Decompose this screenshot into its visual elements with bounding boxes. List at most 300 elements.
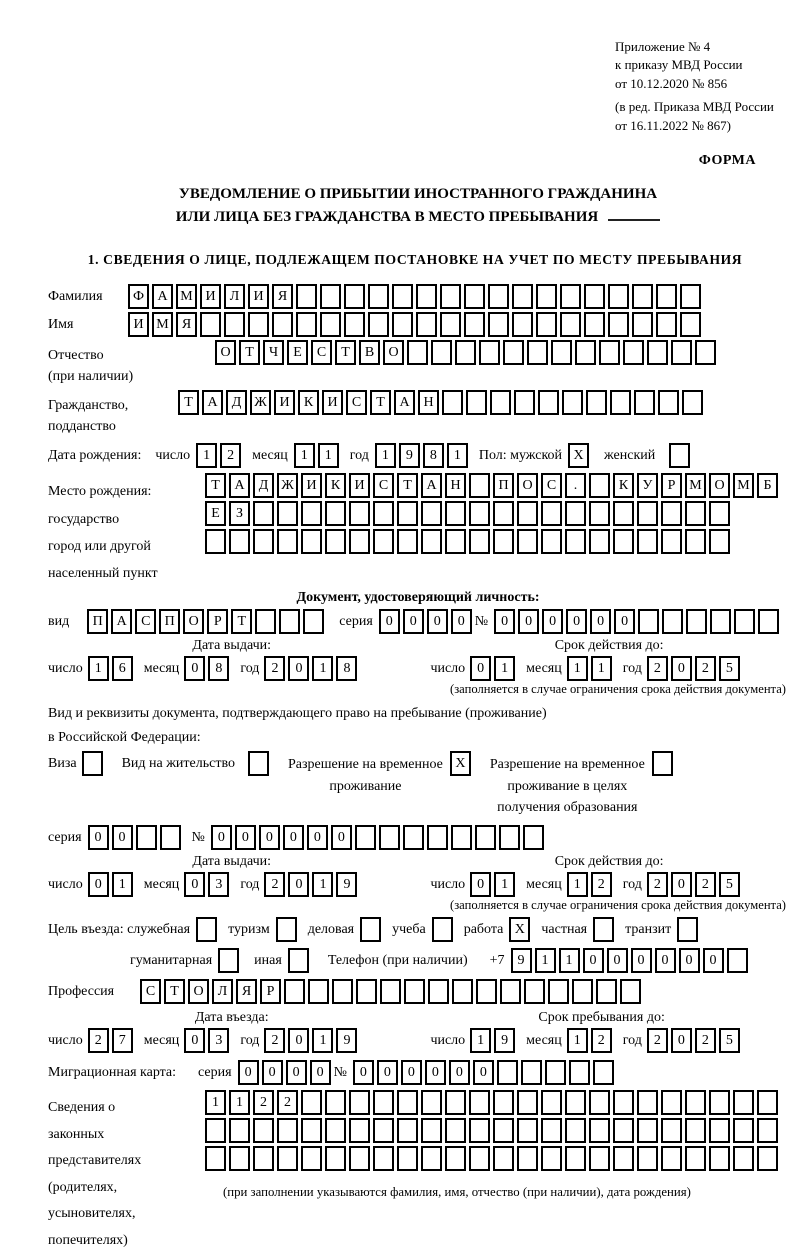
char-box[interactable] <box>301 1146 322 1171</box>
char-box[interactable]: 1 <box>205 1090 226 1115</box>
char-box[interactable] <box>469 1118 490 1143</box>
char-box[interactable]: О <box>188 979 209 1004</box>
char-box[interactable] <box>685 1090 706 1115</box>
char-box[interactable] <box>686 609 707 634</box>
char-box[interactable] <box>160 825 181 850</box>
char-box[interactable] <box>685 1146 706 1171</box>
char-box[interactable] <box>490 390 511 415</box>
char-box[interactable] <box>560 312 581 337</box>
char-box[interactable] <box>647 340 668 365</box>
char-box[interactable] <box>661 1118 682 1143</box>
char-box[interactable]: 2 <box>264 872 285 897</box>
char-box[interactable] <box>517 501 538 526</box>
char-box[interactable]: С <box>311 340 332 365</box>
char-box[interactable]: 0 <box>470 656 491 681</box>
char-box[interactable]: 9 <box>336 872 357 897</box>
char-box[interactable] <box>565 1146 586 1171</box>
char-box[interactable]: Т <box>335 340 356 365</box>
char-box[interactable]: 2 <box>253 1090 274 1115</box>
char-box[interactable]: 7 <box>112 1028 133 1053</box>
char-box[interactable]: М <box>176 284 197 309</box>
char-box[interactable]: М <box>152 312 173 337</box>
char-box[interactable] <box>421 501 442 526</box>
char-box[interactable] <box>416 284 437 309</box>
char-box[interactable] <box>301 501 322 526</box>
char-box[interactable]: Ж <box>277 473 298 498</box>
char-box[interactable] <box>584 312 605 337</box>
char-box[interactable]: О <box>517 473 538 498</box>
char-box[interactable]: С <box>140 979 161 1004</box>
char-box[interactable] <box>397 529 418 554</box>
char-box[interactable] <box>596 979 617 1004</box>
char-box[interactable]: 0 <box>377 1060 398 1085</box>
char-box[interactable]: 3 <box>208 1028 229 1053</box>
char-box[interactable]: 0 <box>427 609 448 634</box>
char-box[interactable] <box>355 825 376 850</box>
char-box[interactable] <box>589 1146 610 1171</box>
char-box[interactable] <box>493 1118 514 1143</box>
char-box[interactable] <box>452 979 473 1004</box>
char-box[interactable]: В <box>359 340 380 365</box>
char-box[interactable] <box>303 609 324 634</box>
char-box[interactable]: И <box>128 312 149 337</box>
char-box[interactable]: К <box>613 473 634 498</box>
char-box[interactable]: 0 <box>470 872 491 897</box>
char-box[interactable] <box>445 529 466 554</box>
char-box[interactable] <box>445 1118 466 1143</box>
char-box[interactable]: 0 <box>184 656 205 681</box>
char-box[interactable] <box>325 1118 346 1143</box>
char-box[interactable] <box>475 825 496 850</box>
char-box[interactable]: 1 <box>312 1028 333 1053</box>
char-box[interactable] <box>325 1090 346 1115</box>
char-box[interactable]: 0 <box>401 1060 422 1085</box>
char-box[interactable] <box>638 609 659 634</box>
char-box[interactable] <box>373 529 394 554</box>
char-box[interactable] <box>308 979 329 1004</box>
char-box[interactable] <box>368 312 389 337</box>
char-box[interactable]: Н <box>418 390 439 415</box>
char-box[interactable]: 1 <box>591 656 612 681</box>
char-box[interactable]: Л <box>224 284 245 309</box>
char-box[interactable] <box>512 312 533 337</box>
char-box[interactable] <box>661 501 682 526</box>
char-box[interactable] <box>685 501 706 526</box>
char-box[interactable] <box>373 1090 394 1115</box>
tourism-checkbox[interactable] <box>276 917 297 942</box>
char-box[interactable] <box>610 390 631 415</box>
char-box[interactable] <box>565 1118 586 1143</box>
char-box[interactable]: 1 <box>494 656 515 681</box>
char-box[interactable]: К <box>325 473 346 498</box>
char-box[interactable]: Л <box>212 979 233 1004</box>
char-box[interactable] <box>512 284 533 309</box>
char-box[interactable]: 1 <box>196 443 217 468</box>
char-box[interactable] <box>523 825 544 850</box>
char-box[interactable]: Е <box>287 340 308 365</box>
char-box[interactable] <box>320 312 341 337</box>
temp-permit-checkbox[interactable]: X <box>450 751 471 776</box>
edu-permit-checkbox[interactable] <box>652 751 673 776</box>
char-box[interactable] <box>680 284 701 309</box>
char-box[interactable]: 0 <box>184 1028 205 1053</box>
char-box[interactable] <box>253 1118 274 1143</box>
char-box[interactable]: 0 <box>112 825 133 850</box>
char-box[interactable]: И <box>274 390 295 415</box>
char-box[interactable] <box>469 501 490 526</box>
char-box[interactable]: 8 <box>336 656 357 681</box>
char-box[interactable] <box>599 340 620 365</box>
other-checkbox[interactable] <box>288 948 309 973</box>
char-box[interactable]: 1 <box>312 656 333 681</box>
char-box[interactable] <box>421 529 442 554</box>
char-box[interactable] <box>637 1146 658 1171</box>
char-box[interactable] <box>469 1090 490 1115</box>
char-box[interactable] <box>536 284 557 309</box>
char-box[interactable]: 2 <box>264 656 285 681</box>
char-box[interactable]: Я <box>272 284 293 309</box>
char-box[interactable]: И <box>322 390 343 415</box>
char-box[interactable]: 1 <box>318 443 339 468</box>
business-checkbox[interactable] <box>196 917 217 942</box>
char-box[interactable] <box>440 284 461 309</box>
char-box[interactable] <box>277 1146 298 1171</box>
char-box[interactable] <box>373 1118 394 1143</box>
char-box[interactable]: 2 <box>591 872 612 897</box>
char-box[interactable] <box>538 390 559 415</box>
char-box[interactable]: А <box>394 390 415 415</box>
char-box[interactable] <box>442 390 463 415</box>
char-box[interactable] <box>685 529 706 554</box>
char-box[interactable]: 0 <box>235 825 256 850</box>
char-box[interactable]: А <box>229 473 250 498</box>
char-box[interactable] <box>499 825 520 850</box>
char-box[interactable]: 2 <box>695 1028 716 1053</box>
char-box[interactable]: 0 <box>288 872 309 897</box>
char-box[interactable]: О <box>183 609 204 634</box>
char-box[interactable] <box>613 529 634 554</box>
char-box[interactable] <box>548 979 569 1004</box>
char-box[interactable] <box>416 312 437 337</box>
char-box[interactable] <box>397 1146 418 1171</box>
char-box[interactable]: 5 <box>719 1028 740 1053</box>
work-checkbox[interactable]: X <box>509 917 530 942</box>
char-box[interactable] <box>349 1118 370 1143</box>
char-box[interactable] <box>541 529 562 554</box>
char-box[interactable]: К <box>298 390 319 415</box>
char-box[interactable] <box>733 1146 754 1171</box>
char-box[interactable]: 0 <box>238 1060 259 1085</box>
char-box[interactable] <box>709 1118 730 1143</box>
char-box[interactable]: П <box>159 609 180 634</box>
char-box[interactable]: 0 <box>671 872 692 897</box>
char-box[interactable] <box>368 284 389 309</box>
char-box[interactable]: 2 <box>88 1028 109 1053</box>
private-checkbox[interactable] <box>593 917 614 942</box>
char-box[interactable]: 9 <box>399 443 420 468</box>
char-box[interactable] <box>517 1090 538 1115</box>
char-box[interactable] <box>427 825 448 850</box>
char-box[interactable] <box>373 501 394 526</box>
char-box[interactable] <box>479 340 500 365</box>
char-box[interactable] <box>527 340 548 365</box>
char-box[interactable] <box>565 529 586 554</box>
char-box[interactable] <box>757 1146 778 1171</box>
char-box[interactable] <box>344 312 365 337</box>
char-box[interactable] <box>373 1146 394 1171</box>
char-box[interactable] <box>613 1146 634 1171</box>
char-box[interactable] <box>682 390 703 415</box>
char-box[interactable]: Ж <box>250 390 271 415</box>
char-box[interactable] <box>404 979 425 1004</box>
char-box[interactable]: 8 <box>208 656 229 681</box>
char-box[interactable]: 1 <box>559 948 580 973</box>
char-box[interactable] <box>301 529 322 554</box>
char-box[interactable] <box>541 1118 562 1143</box>
char-box[interactable] <box>356 979 377 1004</box>
char-box[interactable]: 0 <box>353 1060 374 1085</box>
char-box[interactable] <box>680 312 701 337</box>
char-box[interactable]: У <box>637 473 658 498</box>
male-checkbox[interactable]: X <box>568 443 589 468</box>
residence-permit-checkbox[interactable] <box>248 751 269 776</box>
char-box[interactable] <box>205 529 226 554</box>
char-box[interactable]: С <box>541 473 562 498</box>
char-box[interactable] <box>392 312 413 337</box>
char-box[interactable]: 2 <box>591 1028 612 1053</box>
char-box[interactable] <box>205 1118 226 1143</box>
char-box[interactable] <box>397 1118 418 1143</box>
char-box[interactable]: 5 <box>719 872 740 897</box>
char-box[interactable] <box>517 529 538 554</box>
char-box[interactable] <box>637 1118 658 1143</box>
char-box[interactable]: 0 <box>583 948 604 973</box>
char-box[interactable]: 0 <box>288 656 309 681</box>
char-box[interactable] <box>613 501 634 526</box>
char-box[interactable] <box>661 529 682 554</box>
char-box[interactable] <box>279 609 300 634</box>
char-box[interactable] <box>224 312 245 337</box>
char-box[interactable] <box>284 979 305 1004</box>
char-box[interactable] <box>695 340 716 365</box>
char-box[interactable]: 0 <box>631 948 652 973</box>
char-box[interactable] <box>671 340 692 365</box>
char-box[interactable]: 2 <box>647 1028 668 1053</box>
char-box[interactable]: М <box>733 473 754 498</box>
char-box[interactable]: 1 <box>229 1090 250 1115</box>
char-box[interactable] <box>440 312 461 337</box>
char-box[interactable] <box>514 390 535 415</box>
char-box[interactable]: 0 <box>451 609 472 634</box>
char-box[interactable]: М <box>685 473 706 498</box>
char-box[interactable] <box>272 312 293 337</box>
char-box[interactable] <box>248 312 269 337</box>
char-box[interactable]: 1 <box>535 948 556 973</box>
char-box[interactable] <box>575 340 596 365</box>
char-box[interactable] <box>623 340 644 365</box>
char-box[interactable] <box>620 979 641 1004</box>
char-box[interactable]: И <box>200 284 221 309</box>
char-box[interactable]: 0 <box>88 872 109 897</box>
char-box[interactable]: Т <box>164 979 185 1004</box>
char-box[interactable] <box>593 1060 614 1085</box>
char-box[interactable]: 6 <box>112 656 133 681</box>
char-box[interactable] <box>565 501 586 526</box>
char-box[interactable]: 0 <box>655 948 676 973</box>
char-box[interactable]: 9 <box>494 1028 515 1053</box>
char-box[interactable]: 1 <box>494 872 515 897</box>
char-box[interactable] <box>253 1146 274 1171</box>
char-box[interactable] <box>685 1118 706 1143</box>
char-box[interactable] <box>632 284 653 309</box>
char-box[interactable] <box>421 1118 442 1143</box>
char-box[interactable] <box>727 948 748 973</box>
char-box[interactable] <box>493 1146 514 1171</box>
char-box[interactable] <box>403 825 424 850</box>
char-box[interactable] <box>589 529 610 554</box>
char-box[interactable]: А <box>152 284 173 309</box>
char-box[interactable] <box>229 1118 250 1143</box>
char-box[interactable] <box>229 529 250 554</box>
char-box[interactable] <box>466 390 487 415</box>
char-box[interactable] <box>551 340 572 365</box>
char-box[interactable] <box>562 390 583 415</box>
char-box[interactable] <box>497 1060 518 1085</box>
char-box[interactable]: 2 <box>695 656 716 681</box>
char-box[interactable]: Я <box>176 312 197 337</box>
char-box[interactable] <box>136 825 157 850</box>
char-box[interactable] <box>632 312 653 337</box>
char-box[interactable] <box>733 1090 754 1115</box>
char-box[interactable] <box>469 1146 490 1171</box>
char-box[interactable] <box>613 1118 634 1143</box>
char-box[interactable] <box>397 1090 418 1115</box>
char-box[interactable] <box>734 609 755 634</box>
char-box[interactable] <box>589 501 610 526</box>
char-box[interactable] <box>541 501 562 526</box>
char-box[interactable] <box>253 529 274 554</box>
char-box[interactable] <box>407 340 428 365</box>
char-box[interactable]: 0 <box>283 825 304 850</box>
char-box[interactable]: Т <box>397 473 418 498</box>
char-box[interactable] <box>661 1146 682 1171</box>
char-box[interactable]: 0 <box>184 872 205 897</box>
char-box[interactable] <box>709 501 730 526</box>
char-box[interactable]: 2 <box>647 656 668 681</box>
char-box[interactable]: А <box>202 390 223 415</box>
char-box[interactable] <box>586 390 607 415</box>
char-box[interactable]: 1 <box>88 656 109 681</box>
char-box[interactable] <box>344 284 365 309</box>
char-box[interactable] <box>301 1118 322 1143</box>
char-box[interactable]: 5 <box>719 656 740 681</box>
char-box[interactable]: 0 <box>403 609 424 634</box>
char-box[interactable]: Б <box>757 473 778 498</box>
char-box[interactable] <box>229 1146 250 1171</box>
char-box[interactable] <box>710 609 731 634</box>
study-checkbox[interactable] <box>432 917 453 942</box>
char-box[interactable]: 0 <box>614 609 635 634</box>
char-box[interactable]: А <box>421 473 442 498</box>
visa-checkbox[interactable] <box>82 751 103 776</box>
char-box[interactable]: 0 <box>473 1060 494 1085</box>
char-box[interactable] <box>524 979 545 1004</box>
char-box[interactable] <box>584 284 605 309</box>
char-box[interactable] <box>493 501 514 526</box>
char-box[interactable]: 0 <box>262 1060 283 1085</box>
char-box[interactable]: 0 <box>286 1060 307 1085</box>
char-box[interactable] <box>733 1118 754 1143</box>
char-box[interactable]: 0 <box>259 825 280 850</box>
char-box[interactable]: О <box>383 340 404 365</box>
char-box[interactable] <box>469 529 490 554</box>
char-box[interactable] <box>757 1118 778 1143</box>
char-box[interactable]: Т <box>178 390 199 415</box>
char-box[interactable] <box>757 1090 778 1115</box>
char-box[interactable]: Ф <box>128 284 149 309</box>
char-box[interactable]: С <box>135 609 156 634</box>
char-box[interactable] <box>709 1146 730 1171</box>
char-box[interactable]: 0 <box>703 948 724 973</box>
char-box[interactable] <box>572 979 593 1004</box>
char-box[interactable]: 2 <box>647 872 668 897</box>
char-box[interactable] <box>656 284 677 309</box>
char-box[interactable] <box>397 501 418 526</box>
char-box[interactable]: 0 <box>379 609 400 634</box>
char-box[interactable]: Т <box>370 390 391 415</box>
char-box[interactable] <box>637 1090 658 1115</box>
char-box[interactable] <box>379 825 400 850</box>
char-box[interactable]: 1 <box>567 656 588 681</box>
char-box[interactable] <box>464 312 485 337</box>
char-box[interactable]: 2 <box>695 872 716 897</box>
char-box[interactable]: 1 <box>470 1028 491 1053</box>
char-box[interactable]: О <box>215 340 236 365</box>
char-box[interactable] <box>521 1060 542 1085</box>
char-box[interactable] <box>380 979 401 1004</box>
char-box[interactable]: И <box>349 473 370 498</box>
char-box[interactable]: Д <box>226 390 247 415</box>
char-box[interactable]: П <box>87 609 108 634</box>
char-box[interactable]: 0 <box>88 825 109 850</box>
char-box[interactable]: 0 <box>331 825 352 850</box>
char-box[interactable] <box>428 979 449 1004</box>
char-box[interactable] <box>205 1146 226 1171</box>
char-box[interactable] <box>445 1146 466 1171</box>
char-box[interactable]: 9 <box>511 948 532 973</box>
char-box[interactable]: 8 <box>423 443 444 468</box>
char-box[interactable]: 1 <box>312 872 333 897</box>
char-box[interactable] <box>445 1090 466 1115</box>
char-box[interactable] <box>661 1090 682 1115</box>
char-box[interactable]: О <box>709 473 730 498</box>
char-box[interactable] <box>608 284 629 309</box>
char-box[interactable] <box>296 284 317 309</box>
char-box[interactable]: 0 <box>518 609 539 634</box>
char-box[interactable]: 2 <box>277 1090 298 1115</box>
char-box[interactable] <box>503 340 524 365</box>
char-box[interactable]: 2 <box>220 443 241 468</box>
char-box[interactable]: 0 <box>671 656 692 681</box>
char-box[interactable]: 0 <box>494 609 515 634</box>
char-box[interactable]: 0 <box>211 825 232 850</box>
char-box[interactable] <box>332 979 353 1004</box>
char-box[interactable] <box>634 390 655 415</box>
char-box[interactable] <box>637 529 658 554</box>
char-box[interactable]: Т <box>231 609 252 634</box>
char-box[interactable] <box>545 1060 566 1085</box>
char-box[interactable]: 1 <box>375 443 396 468</box>
